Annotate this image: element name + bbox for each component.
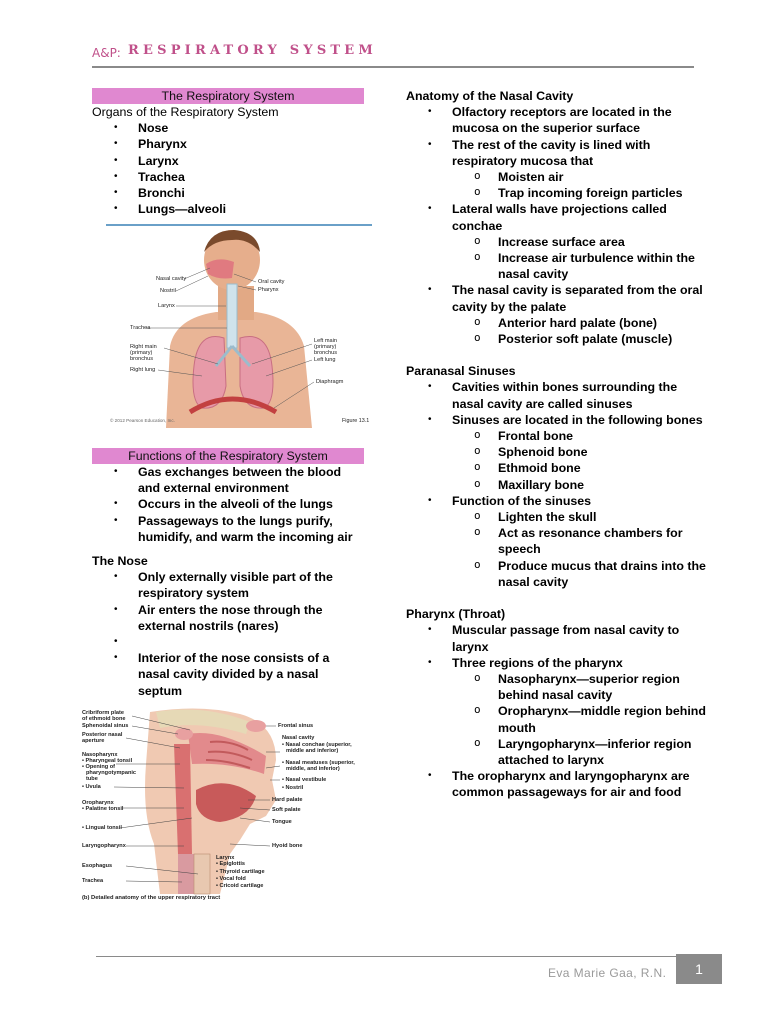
- list-item-text: Function of the sinuses: [452, 493, 592, 508]
- list-item: • Bronchi: [92, 185, 364, 201]
- sub-list-item: o Maxillary bone: [452, 477, 706, 493]
- sub-list: [452, 315, 706, 347]
- figure-label: • Thyroid cartilage: [216, 869, 265, 875]
- list-item: • The oropharynx and laryngopharynx are common passageways for air and food: [406, 768, 706, 800]
- figure-copyright: © 2012 Pearson Education, Inc.: [110, 418, 175, 423]
- figure-label: Larynx: [158, 303, 175, 309]
- sub-list: [452, 234, 706, 283]
- figure-caption: Figure 13.1: [342, 418, 370, 424]
- figure-label: Nasal cavity: [156, 276, 187, 282]
- figure-label: Oropharynx: [82, 800, 114, 806]
- figure-label: Esophagus: [82, 863, 113, 869]
- figure-label: Diaphragm: [316, 379, 344, 385]
- pharynx-title: Pharynx (Throat): [406, 607, 506, 622]
- list-item: • Cavities within bones surrounding the nasal cavity are called sinuses: [406, 379, 706, 411]
- figure-label: Hard palate: [272, 797, 303, 803]
- sinuses-list: [406, 379, 706, 590]
- figure-label: Nasopharynx: [82, 752, 118, 758]
- header-rule: [92, 66, 694, 68]
- sub-list-item: o Increase air turbulence within the nasal cavity: [452, 250, 706, 282]
- figure-label: • Palatine tonsil: [82, 806, 124, 812]
- figure-label: tube: [86, 776, 98, 782]
- list-item: [92, 634, 364, 650]
- figure-label: (primary): [130, 350, 153, 356]
- section-band-respiratory-system: The Respiratory System: [92, 88, 364, 104]
- figure-label: Tongue: [272, 819, 292, 825]
- sub-list-item: o Trap incoming foreign particles: [452, 185, 706, 201]
- figure-label: Cribriform plate: [82, 710, 124, 716]
- figure-label: aperture: [82, 738, 105, 744]
- figure-label: bronchus: [314, 350, 338, 356]
- figure-label: Nostril: [160, 288, 176, 294]
- sub-list: [452, 671, 706, 768]
- list-item: • Trachea: [92, 169, 364, 185]
- list-item: • Interior of the nose consists of a nasal cavity divided by a nasal septum: [92, 650, 364, 699]
- figure-label: Right main: [130, 344, 157, 350]
- left-column-lower: [92, 448, 364, 699]
- sub-list-item: o Ethmoid bone: [452, 460, 706, 476]
- sub-list-item: o Nasopharynx—superior region behind nasal cavity: [452, 671, 706, 703]
- sub-list: [452, 509, 706, 590]
- header-title: RESPIRATORY SYSTEM: [128, 43, 377, 58]
- list-item: • Lungs—alveoli: [92, 201, 364, 217]
- figure-label: middle and inferior): [286, 748, 339, 754]
- figure-label: Nasal cavity: [282, 735, 315, 741]
- list-item-text: Sinuses are located in the following bones: [452, 412, 703, 427]
- list-item: • Air enters the nose through the external nostrils (nares): [92, 602, 364, 634]
- footer-author: Eva Marie Gaa, R.N.: [548, 966, 667, 980]
- nose-title: The Nose: [92, 554, 148, 569]
- figure-label: bronchus: [130, 356, 154, 362]
- nasal-cavity-list: [406, 104, 706, 347]
- list-item: [406, 655, 706, 768]
- list-item-text: Lateral walls have projections called conchae: [452, 202, 667, 233]
- figure-label: Oral cavity: [258, 279, 285, 285]
- upper-respiratory-tract-figure: [80, 704, 370, 904]
- list-item: • Larynx: [92, 153, 364, 169]
- functions-list: [92, 464, 364, 545]
- figure-label: • Nasal meatuses (superior,: [282, 760, 355, 766]
- figure-label: • Vocal fold: [216, 876, 246, 882]
- list-item: • Pharynx: [92, 136, 364, 152]
- figure-label: of ethmoid bone: [82, 716, 126, 722]
- figure-label: (primary): [314, 344, 337, 350]
- figure-label: Sphenoidal sinus: [82, 723, 129, 729]
- page-number: 1: [676, 954, 722, 984]
- sub-list-item: o Laryngopharynx—inferior region attached to larynx: [452, 736, 706, 768]
- figure-label: • Lingual tonsil: [82, 825, 122, 831]
- list-item: [406, 282, 706, 347]
- figure-label: Left main: [314, 338, 338, 344]
- sub-list-item: o Frontal bone: [452, 428, 706, 444]
- paranasal-sinuses-title: Paranasal Sinuses: [406, 364, 516, 379]
- sub-list-item: o Sphenoid bone: [452, 444, 706, 460]
- list-item: [406, 493, 706, 590]
- figure-label: Soft palate: [272, 807, 301, 813]
- figure-label: • Epiglottis: [216, 861, 245, 867]
- sub-list-item: o Produce mucus that drains into the nasal cavity: [452, 558, 706, 590]
- list-item-text: Three regions of the pharynx: [452, 655, 623, 670]
- list-item-text: The nasal cavity is separated from the oral cavity by the palate: [452, 283, 703, 314]
- figure-label: • Nostril: [282, 785, 304, 791]
- figure-label: • Nasal vestibule: [282, 777, 327, 783]
- figure-label: Posterior nasal: [82, 732, 123, 738]
- page-header: [92, 40, 692, 64]
- list-item: • Passageways to the lungs purify, humidify, and warm the incoming air: [92, 513, 364, 545]
- list-item: [406, 201, 706, 282]
- figure-label: Trachea: [130, 325, 151, 331]
- figure-label: • Opening of: [82, 764, 116, 770]
- sub-list-item: o Anterior hard palate (bone): [452, 315, 706, 331]
- list-item: • Only externally visible part of the respiratory system: [92, 569, 364, 601]
- section-band-functions: Functions of the Respiratory System: [92, 448, 364, 464]
- sub-list-item: o Increase surface area: [452, 234, 706, 250]
- figure-label: middle, and inferior): [286, 766, 340, 772]
- sub-list-item: o Act as resonance chambers for speech: [452, 525, 706, 557]
- figure-label: Pharynx: [258, 287, 279, 293]
- figure-label: Right lung: [130, 367, 156, 373]
- sub-list-item: o Posterior soft palate (muscle): [452, 331, 706, 347]
- figure-label: Hyoid bone: [272, 843, 303, 849]
- figure-label: • Uvula: [82, 784, 101, 790]
- figure-label: pharyngotympanic: [86, 770, 137, 776]
- sub-list-item: o Oropharynx—middle region behind mouth: [452, 703, 706, 735]
- list-item: • Occurs in the alveoli of the lungs: [92, 496, 364, 512]
- figure-label: Trachea: [82, 878, 104, 884]
- nasal-cavity-title: Anatomy of the Nasal Cavity: [406, 89, 574, 103]
- list-item: • Gas exchanges between the blood and external environment: [92, 464, 364, 496]
- sub-list-item: o Moisten air: [452, 169, 706, 185]
- respiratory-organs-figure: [106, 224, 372, 428]
- sub-list: [452, 169, 706, 201]
- organs-title: Organs of the Respiratory System: [92, 105, 279, 119]
- list-item: [406, 412, 706, 493]
- list-item: [406, 137, 706, 202]
- sub-list: [452, 428, 706, 493]
- figure-label: Frontal sinus: [278, 723, 314, 729]
- figure-label: • Cricoid cartilage: [216, 883, 264, 889]
- footer-rule: [96, 956, 678, 957]
- figure-label: Left lung: [314, 357, 336, 363]
- list-item-text: The rest of the cavity is lined with respiratory mucosa that: [452, 137, 651, 168]
- figure-label: Laryngopharynx: [82, 843, 126, 849]
- left-column: [92, 88, 364, 217]
- figure-label: Larynx: [216, 855, 235, 861]
- list-item: • Nose: [92, 120, 364, 136]
- pharynx-list: [406, 622, 706, 800]
- sub-list-item: o Lighten the skull: [452, 509, 706, 525]
- header-prefix: A&P:: [92, 46, 121, 60]
- organs-list: [92, 120, 364, 217]
- figure-caption: (b) Detailed anatomy of the upper respiratory tract: [82, 895, 221, 901]
- right-column: [406, 88, 706, 801]
- list-item: • Olfactory receptors are located in the mucosa on the superior surface: [406, 104, 706, 136]
- nose-list: [92, 569, 364, 699]
- figure-label: • Pharyngeal tonsil: [82, 758, 133, 764]
- figure-label: • Nasal conchae (superior,: [282, 742, 352, 748]
- list-item: • Muscular passage from nasal cavity to larynx: [406, 622, 706, 654]
